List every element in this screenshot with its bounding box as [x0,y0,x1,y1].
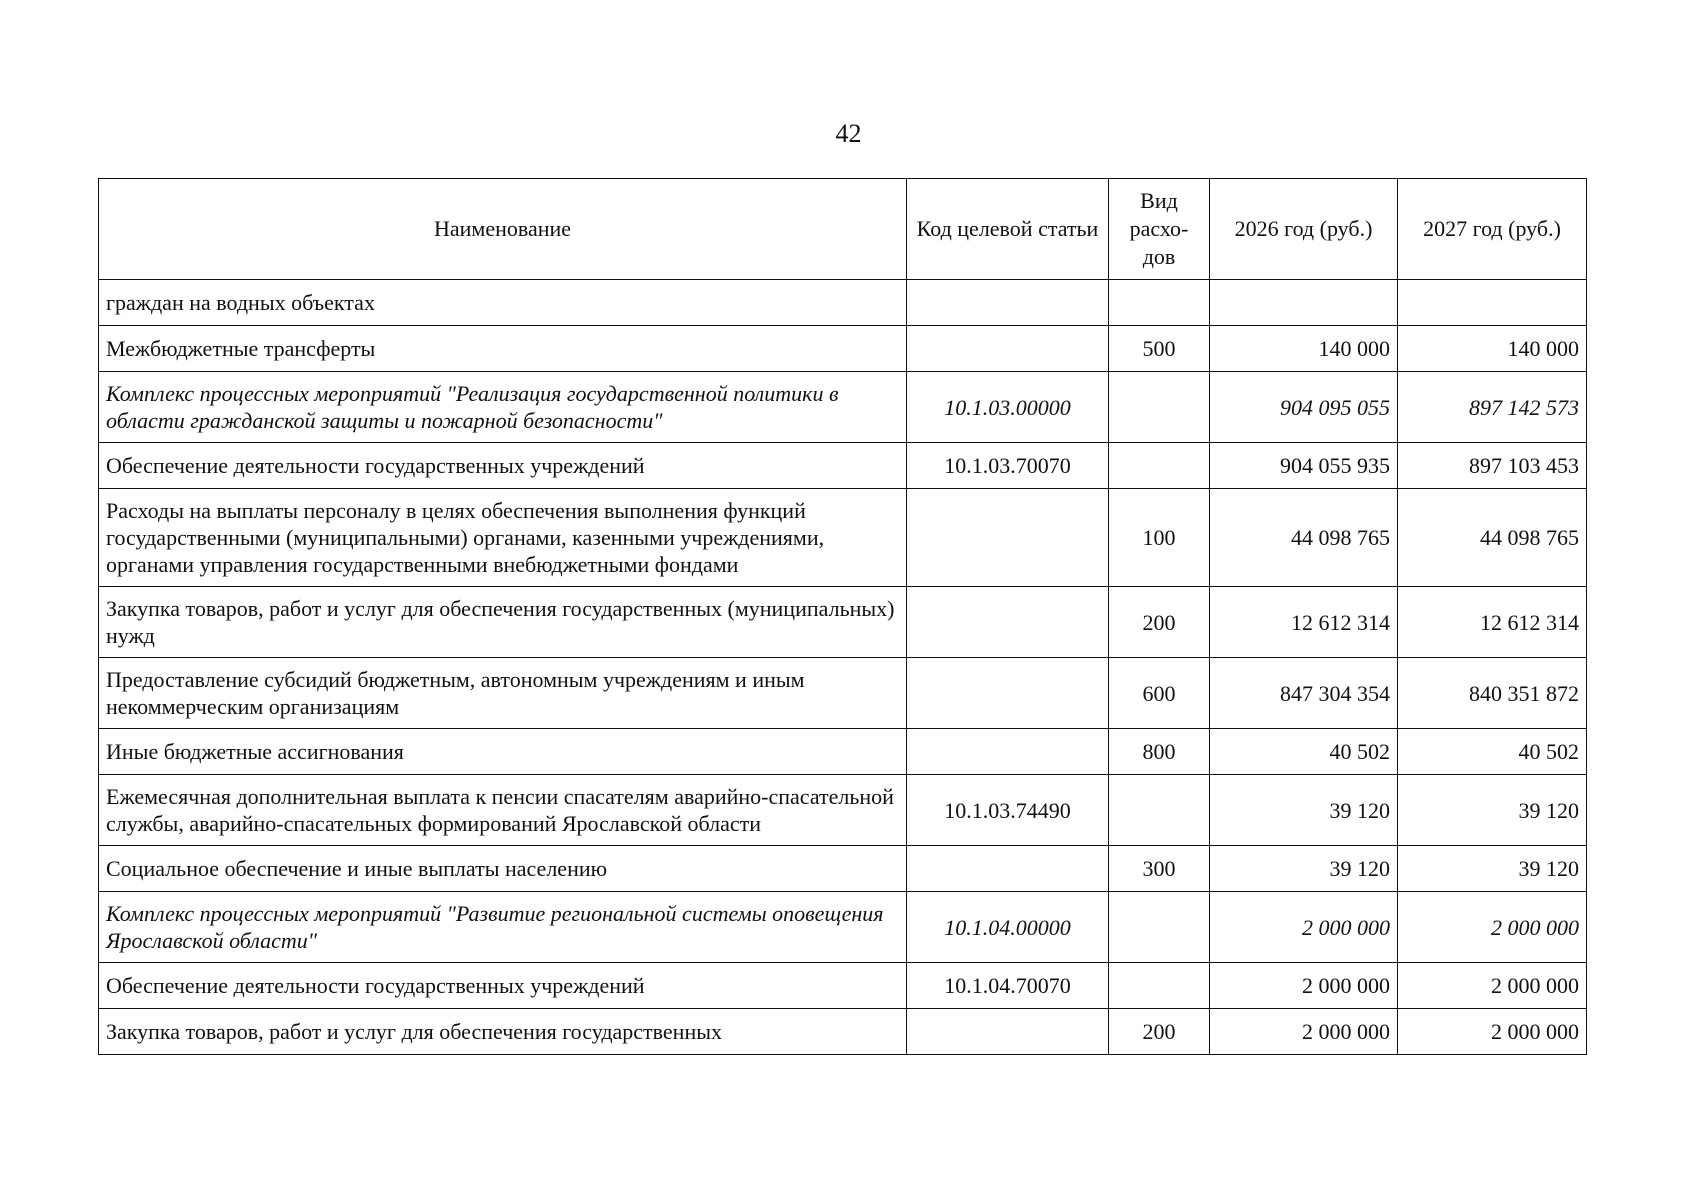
cell-2027 [1398,280,1587,326]
cell-code [907,489,1109,587]
cell-kind: 500 [1109,326,1210,372]
cell-name: Закупка товаров, работ и услуг для обеспечения государственных (муниципальных) нужд [99,587,907,658]
cell-2026: 2 000 000 [1210,1009,1398,1055]
header-year-2026: 2026 год (руб.) [1210,179,1398,280]
cell-name: Закупка товаров, работ и услуг для обеспечения государственных [99,1009,907,1055]
cell-name: Комплекс процессных мероприятий "Реализация государственной политики в области гражданской защиты и пожарной безопасности" [99,372,907,443]
cell-2026: 2 000 000 [1210,892,1398,963]
cell-name: Обеспечение деятельности государственных учреждений [99,443,907,489]
cell-kind [1109,372,1210,443]
cell-2026: 39 120 [1210,775,1398,846]
cell-name: Иные бюджетные ассигнования [99,729,907,775]
cell-2027: 140 000 [1398,326,1587,372]
cell-2027: 897 103 453 [1398,443,1587,489]
cell-kind [1109,775,1210,846]
table-row [99,775,1587,846]
table-row [99,280,1587,326]
cell-code [907,1009,1109,1055]
cell-code [907,846,1109,892]
cell-name: Межбюджетные трансферты [99,326,907,372]
cell-kind: 100 [1109,489,1210,587]
cell-name: Социальное обеспечение и иные выплаты населению [99,846,907,892]
cell-code: 10.1.04.00000 [907,892,1109,963]
table-row [99,443,1587,489]
cell-kind [1109,280,1210,326]
cell-name: Предоставление субсидий бюджетным, автономным учреждениям и иным некоммерческим организациям [99,658,907,729]
cell-code [907,587,1109,658]
cell-2026: 40 502 [1210,729,1398,775]
cell-kind: 300 [1109,846,1210,892]
cell-name: Расходы на выплаты персоналу в целях обеспечения выполнения функций государственными (муниципальными) органами, казенными учреждениями, органами управления государственными внебюджетными фондами [99,489,907,587]
cell-code [907,280,1109,326]
cell-2027: 39 120 [1398,846,1587,892]
table-row [99,326,1587,372]
table-row [99,658,1587,729]
cell-2026: 904 095 055 [1210,372,1398,443]
table-row [99,489,1587,587]
table-row [99,587,1587,658]
table-header-row [99,179,1587,280]
cell-2027: 44 098 765 [1398,489,1587,587]
table-row [99,963,1587,1009]
table-row [99,1009,1587,1055]
cell-2027: 840 351 872 [1398,658,1587,729]
budget-table [98,178,1587,1055]
cell-2026: 39 120 [1210,846,1398,892]
table-row [99,892,1587,963]
cell-2026: 904 055 935 [1210,443,1398,489]
cell-2027: 12 612 314 [1398,587,1587,658]
table-body [99,280,1587,1055]
cell-kind [1109,963,1210,1009]
table-row [99,846,1587,892]
header-year-2027: 2027 год (руб.) [1398,179,1587,280]
cell-name: Ежемесячная дополнительная выплата к пенсии спасателям аварийно-спасательной службы, аварийно-спасательных формирований Ярославской области [99,775,907,846]
cell-2026: 2 000 000 [1210,963,1398,1009]
cell-2027: 2 000 000 [1398,963,1587,1009]
header-kind: Вид расхо-дов [1109,179,1210,280]
page-number: 42 [835,119,862,148]
cell-2027: 2 000 000 [1398,1009,1587,1055]
cell-code [907,729,1109,775]
cell-code: 10.1.04.70070 [907,963,1109,1009]
header-code: Код целевой статьи [907,179,1109,280]
header-name: Наименование [99,179,907,280]
cell-kind: 800 [1109,729,1210,775]
table-row [99,372,1587,443]
table-row [99,729,1587,775]
cell-2027: 39 120 [1398,775,1587,846]
cell-2027: 897 142 573 [1398,372,1587,443]
cell-kind: 200 [1109,587,1210,658]
cell-kind: 600 [1109,658,1210,729]
cell-2027: 2 000 000 [1398,892,1587,963]
cell-name: граждан на водных объектах [99,280,907,326]
cell-code: 10.1.03.70070 [907,443,1109,489]
cell-2026: 44 098 765 [1210,489,1398,587]
cell-name: Обеспечение деятельности государственных учреждений [99,963,907,1009]
cell-2026: 12 612 314 [1210,587,1398,658]
cell-2026: 847 304 354 [1210,658,1398,729]
cell-2027: 40 502 [1398,729,1587,775]
cell-code [907,326,1109,372]
cell-code: 10.1.03.00000 [907,372,1109,443]
cell-kind [1109,443,1210,489]
cell-2026: 140 000 [1210,326,1398,372]
cell-name: Комплекс процессных мероприятий "Развитие региональной системы оповещения Ярославской области" [99,892,907,963]
cell-2026 [1210,280,1398,326]
cell-code: 10.1.03.74490 [907,775,1109,846]
cell-kind: 200 [1109,1009,1210,1055]
cell-code [907,658,1109,729]
cell-kind [1109,892,1210,963]
